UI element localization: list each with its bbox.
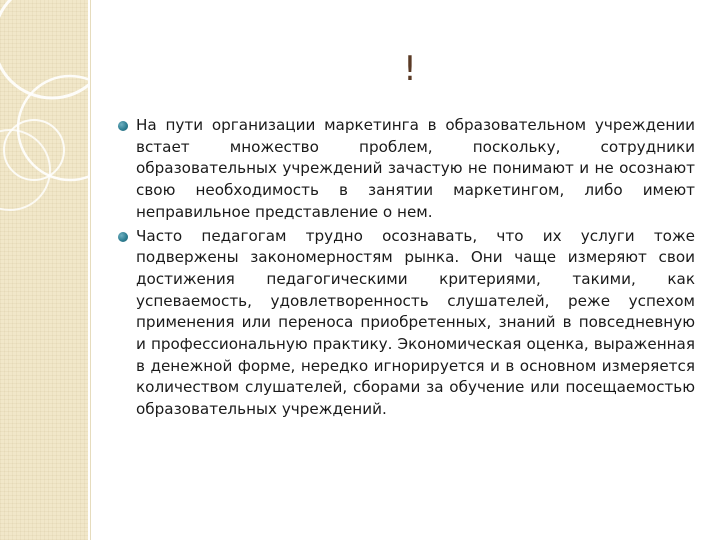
decorative-side-panel [0,0,88,540]
bullet-dot-icon [118,232,128,242]
slide-title: ! [403,49,417,89]
bullet-item [118,115,695,224]
bullet-text: На пути организации маркетинга в образовательном учреждении встает множество проблем, поскольку, сотрудники образовательных учреждений зачастую не понимают и не осознают свою необходимость в занятии маркетингом, либо имеют неправильное представление о нем. [136,116,695,221]
bullet-dot-icon [118,121,128,131]
decorative-circles-graphic [0,0,88,540]
bullet-item [118,226,695,421]
bullet-list [118,115,695,423]
bullet-text: Часто педагогам трудно осознавать, что их услуги тоже подвержены закономерностям рынка. Они чаще измеряют свои достижения педагогическими критериями, такими, как успеваемость, удовлетворенность слушателей, реже успехом применения или переноса приобретенных, знаний в повседневную и профессиональную практику. Экономическая оценка, выраженная в денежной форме, нередко игнорируется и в основном измеряется количеством слушателей, сборами за обучение или посещаемостью образовательных учреждений. [136,226,695,419]
decorative-circle-small [4,120,64,180]
side-divider-line [90,0,91,540]
decorative-circle-left [0,130,50,210]
